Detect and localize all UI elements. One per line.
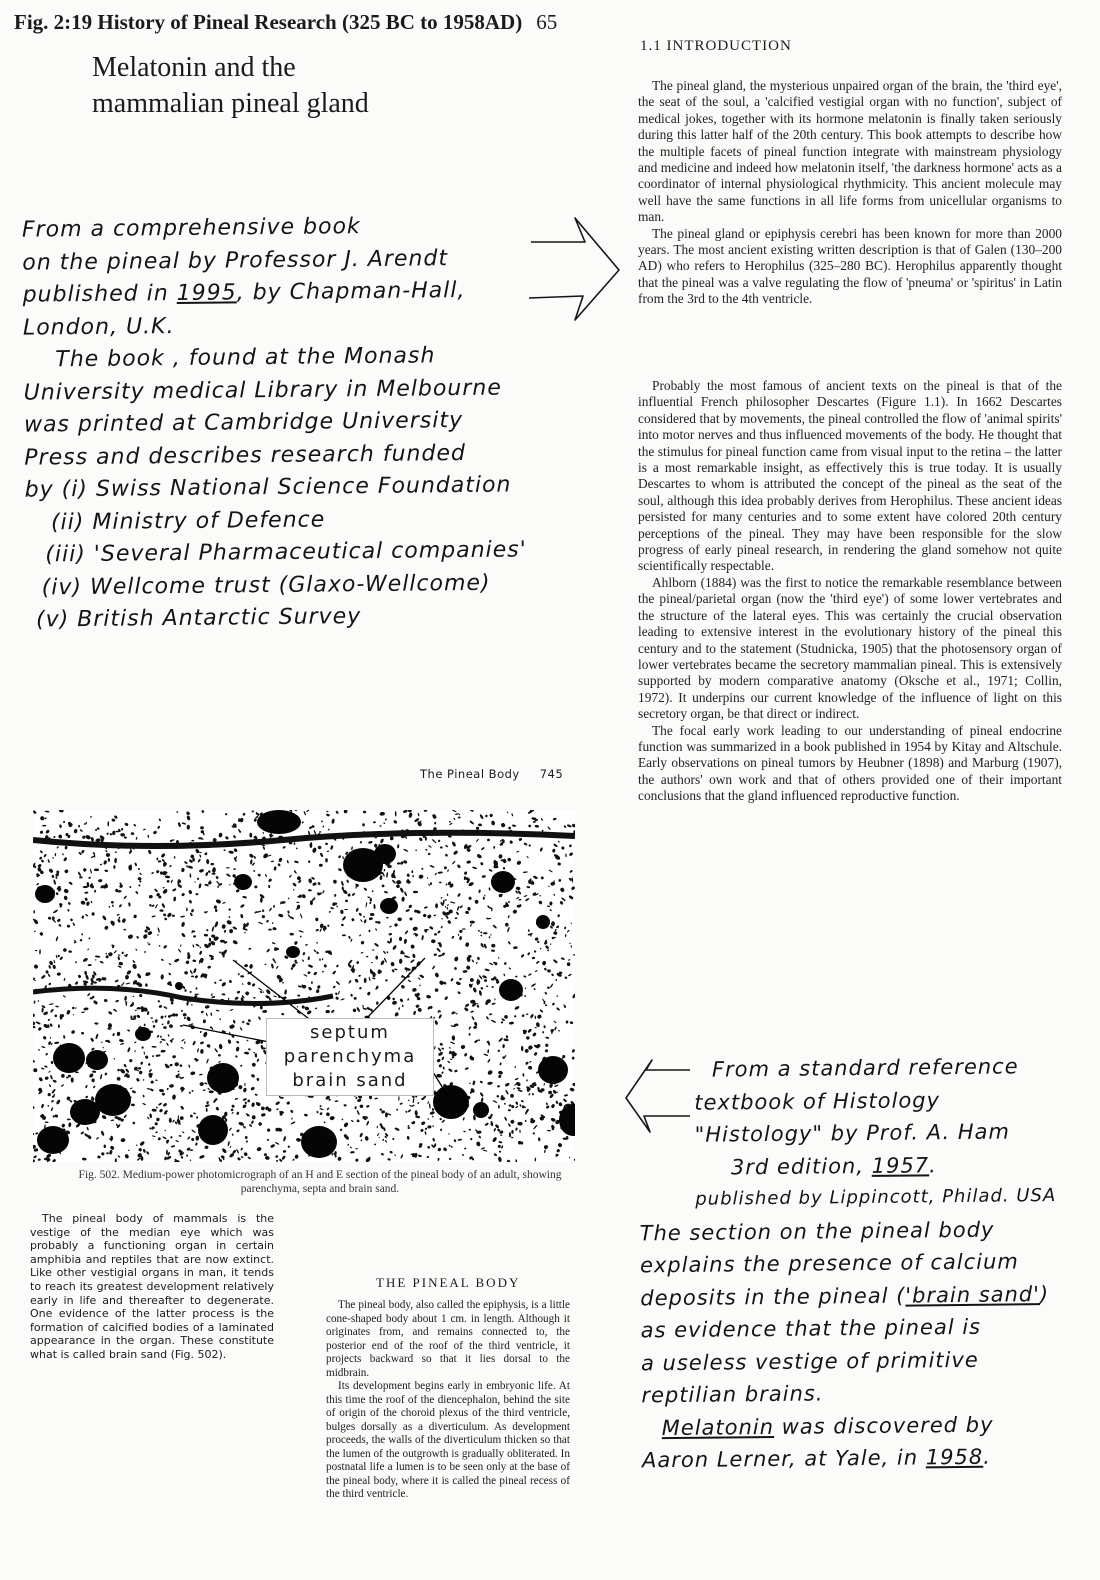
intro-paragraph: The focal early work leading to our understanding of pineal endocrine function was summarized in a book published in 1954 by Kitay and Altschule. Early observations on pineal tumors by Heubner (1898) and Marburg (1907), the authors' own work and that of others provided one of their important conclusions that the gland influenced reproductive function. (638, 722, 1062, 804)
note-line: University medical Library in Melbourne (23, 375, 502, 406)
histology-paragraph: Its development begins early in embryonic life. At this time the roof of the diencephalon, behind the site of origin of the choroid plexus of the third ventricle, bulges dorsally as a diverticulum. As development proceeds, the walls of the diverticulum thicken so that the lumen of the outgrowth is gradually obliterated. In postnatal life a lumen is to be seen only at the base of the pineal body, where it is called the pineal recess of the third ventricle. (326, 1380, 570, 1500)
note-line: 3rd edition, 1957. (730, 1152, 937, 1179)
label-parenchyma: parenchyma (283, 1046, 417, 1067)
intro-paragraph: The pineal gland, the mysterious unpaired organ of the brain, the 'third eye', the seat of the soul, a 'calcified vestigial organ with no function', subject of medical jokes, together with its hormone melatonin is finally taken seriously during this latter half of the 20th century. This book attempts to describe how the multiple facets of pineal function integrate with mainstream physiology and medicine and indeed how melatonin itself, 'the darkness hormone' acts as a coordinator of internal physiological rhythmicity. This ancient molecule may well have the same functions in all life forms from unicellular organisms to man. (638, 78, 1062, 225)
note-line: as evidence that the pineal is (640, 1314, 982, 1343)
year-1995: 1995 (176, 280, 237, 307)
note-line: reptilian brains. (641, 1381, 824, 1408)
note-line: a useless vestige of primitive (640, 1347, 979, 1375)
arrow-right-icon (525, 212, 625, 324)
note-line: Melatonin was discovered by (661, 1412, 994, 1440)
note-line: was printed at Cambridge University (23, 408, 464, 438)
page-number: 65 (536, 10, 558, 34)
intro-paragraph: Probably the most famous of ancient texts on the pineal is that of the influential French philosopher Descartes (Figure 1.1). In 1662 Descartes considered that by movements, the pineal controlled the flow of 'animal spirits' into motor nerves and thus influenced movements of the body. He thought that the stimulus for pineal function came from visual input to the retina – the latter is a most remarkable insight, as effectively this is true today. It is usually Descartes to whom is attributed the concept of the pineal as the seat of the soul, although this idea probably derives from Herophilus. These ancient ideas persisted for many centuries and to some extent have colored 20th century perceptions of the pineal. They may have been responsible for the slow progress of early pineal research, in rendering the gland somehow not quite scientifically respectable. (638, 378, 1062, 574)
book-title-line-2: mammalian pineal gland (92, 88, 369, 119)
intro-heading: 1.1 INTRODUCTION (640, 38, 792, 54)
running-head-page: 745 (539, 767, 564, 781)
histology-heading: THE PINEAL BODY (376, 1275, 521, 1290)
year-1957: 1957 (871, 1152, 930, 1178)
micrograph-labels (266, 1018, 434, 1096)
micrograph-caption: Fig. 502. Medium-power photomicrograph of an H and E section of the pineal body of an adult, showing parenchyma, septa and brain sand. (78, 1169, 562, 1195)
note-line: From a standard reference (711, 1054, 1019, 1082)
intro-paragraph: The pineal gland or epiphysis cerebri has been known for more than 2000 years. The most ancient existing written description is that of Galen (130–200 AD) who refers to Herophilus (325–280 BC). Herophilus apparently thought that the pineal was a valve regulating the flow of 'pneuma' or 'spiritus' in Latin from the 3rd to the 4th ventricle. (638, 225, 1062, 307)
note-line: Aaron Lerner, at Yale, in 1958. (641, 1444, 992, 1473)
handwritten-note-ham (638, 1050, 1092, 1477)
year-1958: 1958 (925, 1444, 984, 1470)
note-line: by (i) Swiss National Science Foundation (24, 472, 512, 503)
note-line: The section on the pineal body (639, 1217, 995, 1245)
note-line: deposits in the pineal ('brain sand') (640, 1281, 1050, 1310)
note-line: The book , found at the Monash (55, 343, 436, 373)
label-brain-sand: brain sand (292, 1070, 408, 1091)
histology-right-column (326, 1299, 570, 1502)
note-line: published by Lippincott, Philad. USA (695, 1184, 1057, 1210)
running-head-title: The Pineal Body (420, 767, 520, 781)
figure-title (14, 10, 557, 35)
note-line: on the pineal by Professor J. Arendt (22, 245, 449, 276)
micrograph-image (33, 810, 575, 1162)
note-line: published in 1995, by Chapman-Hall, (22, 277, 466, 308)
intro-block-2 (638, 378, 1062, 805)
figure-title-text: Fig. 2:19 History of Pineal Research (325 BC to 1958AD) (14, 10, 523, 34)
histology-paragraph: The pineal body, also called the epiphysis, is a little cone-shaped body about 1 cm. in length. Although it originates from, and remains connected to, the posterior end of the roof of the third ventricle, it projects backward so that it lies dorsal to the midbrain. (326, 1299, 570, 1379)
brain-sand-underlined: 'brain sand' (905, 1281, 1041, 1308)
book-title-line-1: Melatonin and the (92, 52, 296, 83)
note-line: (v) British Antarctic Survey (35, 604, 362, 633)
running-head (420, 767, 563, 781)
handwritten-note-arendt (22, 209, 526, 637)
note-line: (iv) Wellcome trust (Glaxo-Wellcome) (41, 570, 491, 600)
note-line: From a comprehensive book (21, 214, 361, 243)
note-line: (ii) Ministry of Defence (50, 506, 326, 535)
intro-block-1 (638, 78, 1062, 308)
label-septum: septum (310, 1022, 390, 1043)
histology-paragraph: The pineal body of mammals is the vestige of the median eye which was probably a functioning organ in certain amphibia and reptiles that are now extinct. Like other vestigial organs in man, it tends to reach its greatest development relatively early in life and thereafter to degenerate. One evidence of the latter process is the formation of calcified bodies of a laminated appearance in the organ. These constitute what is called brain sand (Fig. 502). (30, 1212, 274, 1361)
intro-paragraph: Ahlborn (1884) was the first to notice the remarkable resemblance between the pineal/parietal organ (now the 'third eye') of some lower vertebrates and the structure of the lateral eyes. This was certainly the crucial observation leading to extensive interest in the evolutionary history of the pineal this century and to the statement (Studnicka, 1905) that the photosensory organ of lower vertebrates became the secretory mammalian pineal. This is extensively supported by modern comparative anatomy (Oksche et al., 1971; Collin, 1972). It underpins our current knowledge of the influence of light on this secretory organ, be that direct or indirect. (638, 574, 1062, 722)
note-line: explains the presence of calcium (639, 1249, 1019, 1278)
note-line: Press and describes research funded (24, 440, 467, 471)
note-line: London, U.K. (22, 313, 175, 341)
note-line: textbook of Histology (694, 1087, 941, 1115)
note-line: "Histology" by Prof. A. Ham (694, 1119, 1011, 1147)
note-line: (iii) 'Several Pharmaceutical companies' (45, 537, 527, 568)
histology-left-column (30, 1212, 274, 1362)
book-title (92, 50, 472, 122)
melatonin-underlined: Melatonin (661, 1414, 775, 1440)
